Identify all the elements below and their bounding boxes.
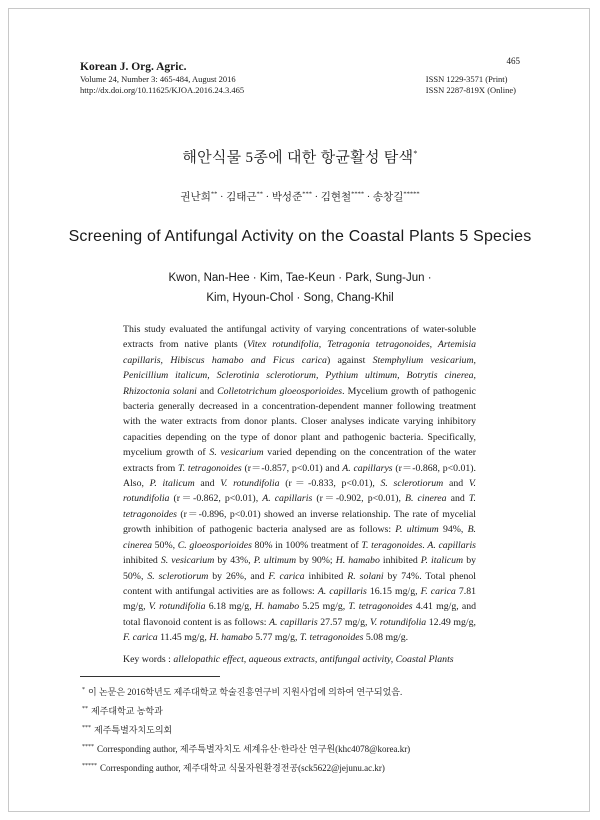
abstract-text: 27.57 mg/g, [317, 616, 370, 628]
footnote [82, 701, 410, 720]
abstract-text: (r＝-0.862, p<0.01), [169, 493, 263, 505]
footnote-text[interactable]: Corresponding author, 제주대학교 식물자원환경전공(sck5622@jejunu.ac.kr) [100, 763, 385, 773]
species-name: F. carica [420, 585, 456, 597]
issn-block [426, 74, 516, 96]
abstract-text: and [196, 385, 218, 397]
author-mark: *** [302, 190, 312, 198]
abstract-text: 5.08 mg/g. [363, 632, 409, 644]
species-name: T. tetragonoides [177, 462, 242, 474]
abstract-text: 16.15 mg/g, [366, 585, 421, 597]
abstract-text: 80% in 100% treatment of [251, 539, 362, 551]
author-mark: ***** [403, 190, 420, 198]
author-separator: · [217, 192, 227, 203]
abstract-text: by 43%, [214, 555, 254, 567]
abstract-text: inhibited [379, 555, 421, 567]
abstract [123, 322, 476, 646]
author-separator: · [364, 192, 373, 203]
author-name: 송창길 [372, 192, 404, 203]
abstract-text: 4.41 mg/g, and total flavonoid content is as follows: [123, 601, 476, 628]
english-authors-line: Kim, Hyoun-Chol · Song, Chang-Khil [206, 292, 394, 304]
species-name: P. ultimum [253, 555, 297, 567]
footnotes [82, 682, 410, 777]
species-name: V. rotundifolia [370, 616, 427, 628]
species-name: H. hamabo [335, 555, 380, 567]
korean-title-text: 해안식물 5종에 대한 항균활성 탐색 [182, 150, 414, 166]
abstract-text: (r＝-0.833, p<0.01), [279, 478, 381, 490]
footnote [82, 720, 410, 739]
keywords-values: allelopathic effect, aqueous extracts, antifungal activity, Coastal Plants [173, 654, 454, 665]
korean-title [0, 146, 600, 167]
species-name: T. teragonoides [361, 539, 423, 551]
abstract-text: inhibited [123, 555, 161, 567]
abstract-text: 5.25 mg/g, [299, 601, 349, 613]
abstract-text: This study evaluated the antifungal activity of varying concentrations of water-soluble extracts from native plants ( [123, 324, 476, 351]
species-name: S. sclerotiorum [147, 570, 209, 582]
species-name: T. tetragonoides [299, 632, 364, 644]
species-name: A. capillaris [427, 539, 476, 551]
species-name: S. vesicarium [209, 447, 264, 459]
title-footnote-mark: * [413, 149, 418, 158]
abstract-text: by 90%; [296, 555, 336, 567]
species-name: Colletotrichum gloeosporioides [217, 385, 343, 397]
author-separator: · [311, 192, 321, 203]
author-mark: **** [351, 190, 365, 198]
species-name: A. capillaris [317, 585, 367, 597]
species-name: S. vesicarium [160, 555, 215, 567]
abstract-text: (r＝-0.896, p<0.01) showed an inverse relationship. The rate of mycelial growth inhibition of pathogenic bacteria analysed are as follows: [123, 508, 476, 536]
english-authors-line: Kwon, Nan-Hee · Kim, Tae-Keun · Park, Sung-Jun · [168, 272, 432, 284]
abstract-text: (r＝-0.902, p<0.01), [312, 493, 406, 505]
author-mark: ** [210, 190, 218, 198]
species-name: V. rotundifolia [123, 478, 476, 505]
species-name: R. solani [347, 570, 384, 582]
species-name: P. ultimum [395, 524, 439, 536]
footnote-mark: * [82, 687, 85, 693]
footnote-mark: **** [82, 744, 94, 750]
author-name: 김태근 [226, 192, 257, 203]
abstract-text: 50%, [152, 539, 178, 551]
author-name: 권난희 [180, 192, 211, 203]
abstract-text: by 50%, [123, 555, 476, 582]
footnote-text: 이 논문은 2016학년도 제주대학교 학술진흥연구비 지원사업에 의하여 연구되었음. [88, 687, 403, 697]
footnote-text[interactable]: Corresponding author, 제주특별자치도 세계유산·한라산 연구원(khc4078@korea.kr) [97, 744, 411, 754]
species-name: V. rotundifolia [148, 601, 206, 613]
species-name: V. rotundifolia [220, 478, 280, 490]
species-name: P. italicum [149, 478, 195, 490]
species-name: H. hamabo [254, 601, 300, 613]
keywords [123, 654, 483, 665]
footnote-mark: *** [82, 725, 91, 731]
species-name: F. carica [268, 570, 305, 582]
author-name: 박성준 [271, 192, 303, 203]
abstract-text: 12.49 mg/g, [426, 616, 476, 628]
footnote [82, 739, 410, 758]
species-name: C. gloeosporioides [177, 539, 252, 551]
abstract-text: and [446, 493, 469, 505]
abstract-text: 7.81 mg/g, [123, 585, 476, 613]
species-name: A. capillaris [269, 616, 318, 628]
species-name: Vitex rotundifolia, Tetragonia tetragonoides, Artemisia capillaris, Hibiscus hamabo and Ficus carica [123, 339, 476, 366]
abstract-paragraph [123, 322, 476, 646]
journal-name: Korean J. Org. Agric. [80, 61, 187, 73]
species-name: B. cinerea [123, 524, 477, 551]
abstract-text: 5.77 mg/g, [252, 632, 300, 644]
species-name: F. carica [123, 632, 158, 644]
species-name: T. tetragonoides [123, 493, 476, 520]
footnote-mark: ***** [82, 763, 97, 769]
footnote-divider [80, 676, 220, 677]
issn-online: ISSN 2287-819X (Online) [425, 85, 516, 95]
doi-link[interactable]: http://dx.doi.org/10.11625/KJOA.2016.24.3.465 [80, 85, 245, 95]
abstract-text: (r＝-0.868, p<0.01). Also, [123, 462, 476, 490]
species-name: S. sclerotiorum [380, 478, 444, 490]
abstract-text: . Mycelium growth of pathogenic bacteria generally decreased in a concentration-dependent manner following treatment with the water extracts from donor plants. Closer analyses indicate varying inhibitory capacities depending on the type of donor plant and pathogenic bacteria. Specifically, mycelium growth of [123, 385, 476, 459]
author-name: 김현철 [320, 192, 352, 203]
abstract-text: . [422, 539, 428, 551]
footnote-text: 제주특별자치도의회 [94, 725, 173, 735]
english-authors [0, 268, 600, 308]
species-name: A. capillaris [262, 493, 313, 505]
abstract-text: 11.45 mg/g, [157, 632, 210, 644]
english-title: Screening of Antifungal Activity on the Coastal Plants 5 Species [68, 228, 532, 245]
abstract-text: by 26%, and [208, 570, 269, 582]
abstract-text: by 74%. Total phenol content with antifungal activities are as follows: [123, 570, 477, 597]
footnote-mark: ** [82, 706, 88, 712]
abstract-text: and [443, 478, 469, 490]
abstract-text: ) against [326, 354, 373, 366]
author-mark: ** [256, 190, 264, 198]
journal-header [80, 60, 244, 96]
species-name: P. italicum [420, 555, 464, 567]
korean-authors [0, 189, 600, 204]
species-name: B. cinerea [405, 493, 447, 505]
abstract-text: 94%, [438, 524, 468, 536]
footnote [82, 682, 410, 701]
footnote-text: 제주대학교 농학과 [91, 706, 163, 716]
abstract-text: 6.18 mg/g, [205, 601, 255, 613]
abstract-text: and [194, 478, 221, 490]
keywords-label: Key words : [123, 654, 174, 665]
abstract-text: inhibited [304, 570, 348, 582]
footnote [82, 758, 410, 777]
author-separator: · [263, 192, 272, 203]
page-number: 465 [506, 56, 520, 66]
species-name: T. tetragonoides [348, 601, 413, 613]
species-name: Stemphylium vesicarium, Penicillium italicum, Sclerotinia sclerotiorum, Pythium ultimum, Botrytis cinerea, Rhizoctonia solani [123, 354, 476, 397]
volume-line: Volume 24, Number 3: 465-484, August 2016 [80, 74, 236, 84]
issn-print: ISSN 1229-3571 (Print) [425, 74, 508, 84]
abstract-text: (r＝-0.857, p<0.01) and [241, 462, 343, 474]
species-name: A. capillarys [342, 462, 393, 474]
abstract-text: varied depending on the concentration of the water extracts from [123, 447, 476, 474]
species-name: H. hamabo [209, 632, 253, 644]
